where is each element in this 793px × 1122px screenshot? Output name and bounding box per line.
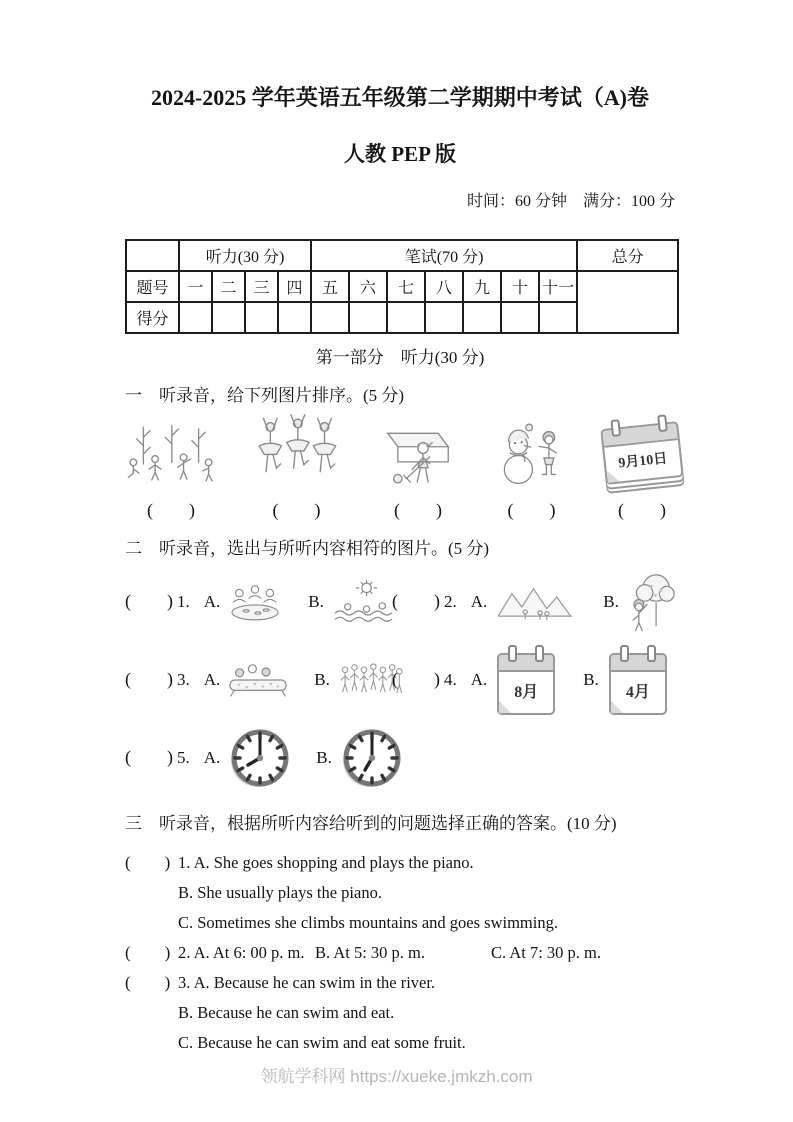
score-cell [349,302,387,333]
total-header-cell: 总分 [577,240,678,271]
section3-question-1 [125,848,675,938]
answer-bracket: ( ) [125,669,173,689]
corner-cell [126,240,179,271]
answer-bracket: ( ) [507,499,556,520]
option-line: 3. A. Because he can swim in the river. [178,972,436,992]
time-score-info: 时间：60 分钟 满分：100 分 [466,192,675,210]
answer-bracket: ( ) [125,942,171,962]
option-b-label: B. [583,669,599,689]
part1-heading: 第一部分 听力(30 分) [315,347,485,367]
question-number: 六 [349,271,387,302]
section3-question-2 [125,938,675,968]
calendar-ring [535,645,544,662]
answer-bracket: ( ) [394,499,442,520]
option-a-label: A. [203,747,221,767]
answer-bracket: ( ) [125,852,171,872]
option-a-label: A. [470,591,488,611]
list-item [603,411,681,521]
question-number: 七 [387,271,425,302]
score-cell [245,302,278,333]
picking-fruit-image [627,570,677,634]
score-table [125,239,679,334]
planting-trees-image [125,417,217,491]
calendar-august-image [497,645,555,715]
answer-bracket: ( ) [392,669,440,689]
mountain-landscape-image [497,582,575,622]
list-item [254,411,340,521]
option-line: 2. A. At 6: 00 p. m. [178,942,305,962]
option-b-label: B. [316,747,332,767]
score-cell [311,302,349,333]
flower-bed-image [226,659,290,701]
page-title: 2024-2025 学年英语五年级第二学期期中考试（A)卷 [150,85,650,110]
answer-bracket: ( ) [147,499,195,520]
option-a-label: A. [203,591,221,611]
answer-bracket: ( ) [125,747,173,767]
page-subtitle: 人教 PEP 版 [343,141,456,166]
swimming-image [332,580,398,624]
calendar-header [611,655,665,672]
list-item [125,417,217,521]
score-cell [212,302,245,333]
question-number-label: 题号 [126,271,179,302]
list-item [497,415,567,521]
section3-question-3 [125,968,675,1058]
section2-row-3 [125,725,675,791]
section2-row-1 [125,569,675,635]
answer-bracket: ( ) [125,972,171,992]
watermark: 领航学科网 https://xueke.jmkzh.com [260,1067,533,1086]
calendar-ring [647,645,656,662]
clock-8-00-image [228,726,292,790]
question-number: 九 [463,271,501,302]
option-b-label: B. [314,669,330,689]
cleaning-room-image [376,421,460,491]
total-score-cell [577,271,678,333]
calendar-ring [620,645,629,662]
score-cell [501,302,539,333]
section2-row-2 [125,645,675,715]
section1-image-row [125,411,681,521]
option-line: 1. A. She goes shopping and plays the piano. [178,852,474,872]
listening-header-cell: 听力(30 分) [179,240,311,271]
section1-title: 一 听录音，给下列图片排序。(5 分) [125,385,405,405]
question-number: 2. [444,591,457,611]
option-line: B. At 5: 30 p. m. [315,942,426,962]
option-b-label: B. [603,591,619,611]
table-row [126,271,678,302]
score-cell [463,302,501,333]
calendar-april-image [609,645,667,715]
calendar-date-label: 9月10日 [617,450,668,471]
answer-bracket: ( ) [272,499,321,520]
written-header-cell: 笔试(70 分) [311,240,577,271]
question-number: 1. [177,591,190,611]
list-item [376,421,460,521]
question-number: 十一 [539,271,577,302]
answer-bracket: ( ) [125,591,173,611]
question-number: 四 [278,271,311,302]
calendar-ring [610,419,621,437]
question-number: 五 [311,271,349,302]
section3-title: 三 听录音，根据所听内容给听到的问题选择正确的答案。(10 分) [125,813,617,833]
question-number: 一 [179,271,212,302]
question-number: 十 [501,271,539,302]
calendar-ring [508,645,517,662]
question-number: 三 [245,271,278,302]
calendar-month-label: 4月 [625,683,650,701]
score-cell [425,302,463,333]
option-line: B. Because he can swim and eat. [178,1002,395,1022]
section2-title: 二 听录音，选出与所听内容相符的图片。(5 分) [125,538,490,558]
question-number: 5. [177,747,190,767]
option-line: C. Sometimes she climbs mountains and goes swimming. [178,912,558,932]
snowman-image [497,415,567,491]
score-cell [179,302,212,333]
answer-bracket: ( ) [392,591,440,611]
option-a-label: A. [470,669,488,689]
family-dinner-image [226,578,284,626]
question-number: 二 [212,271,245,302]
option-a-label: A. [203,669,221,689]
score-cell [278,302,311,333]
question-number: 3. [177,669,190,689]
calendar-ring [657,414,668,432]
question-number: 八 [425,271,463,302]
table-row [126,240,678,271]
score-cell [387,302,425,333]
dancing-girls-image [254,411,340,491]
question-number: 4. [444,669,457,689]
calendar-september-10-image [603,411,681,491]
option-line: B. She usually plays the piano. [178,882,382,902]
option-line: C. At 7: 30 p. m. [491,942,602,962]
answer-bracket: ( ) [618,499,666,520]
clock-7-00-image [340,726,404,790]
score-cell [539,302,577,333]
score-row-label: 得分 [126,302,179,333]
option-line: C. Because he can swim and eat some fruit. [178,1032,466,1052]
option-b-label: B. [308,591,324,611]
calendar-month-label: 8月 [514,683,539,701]
